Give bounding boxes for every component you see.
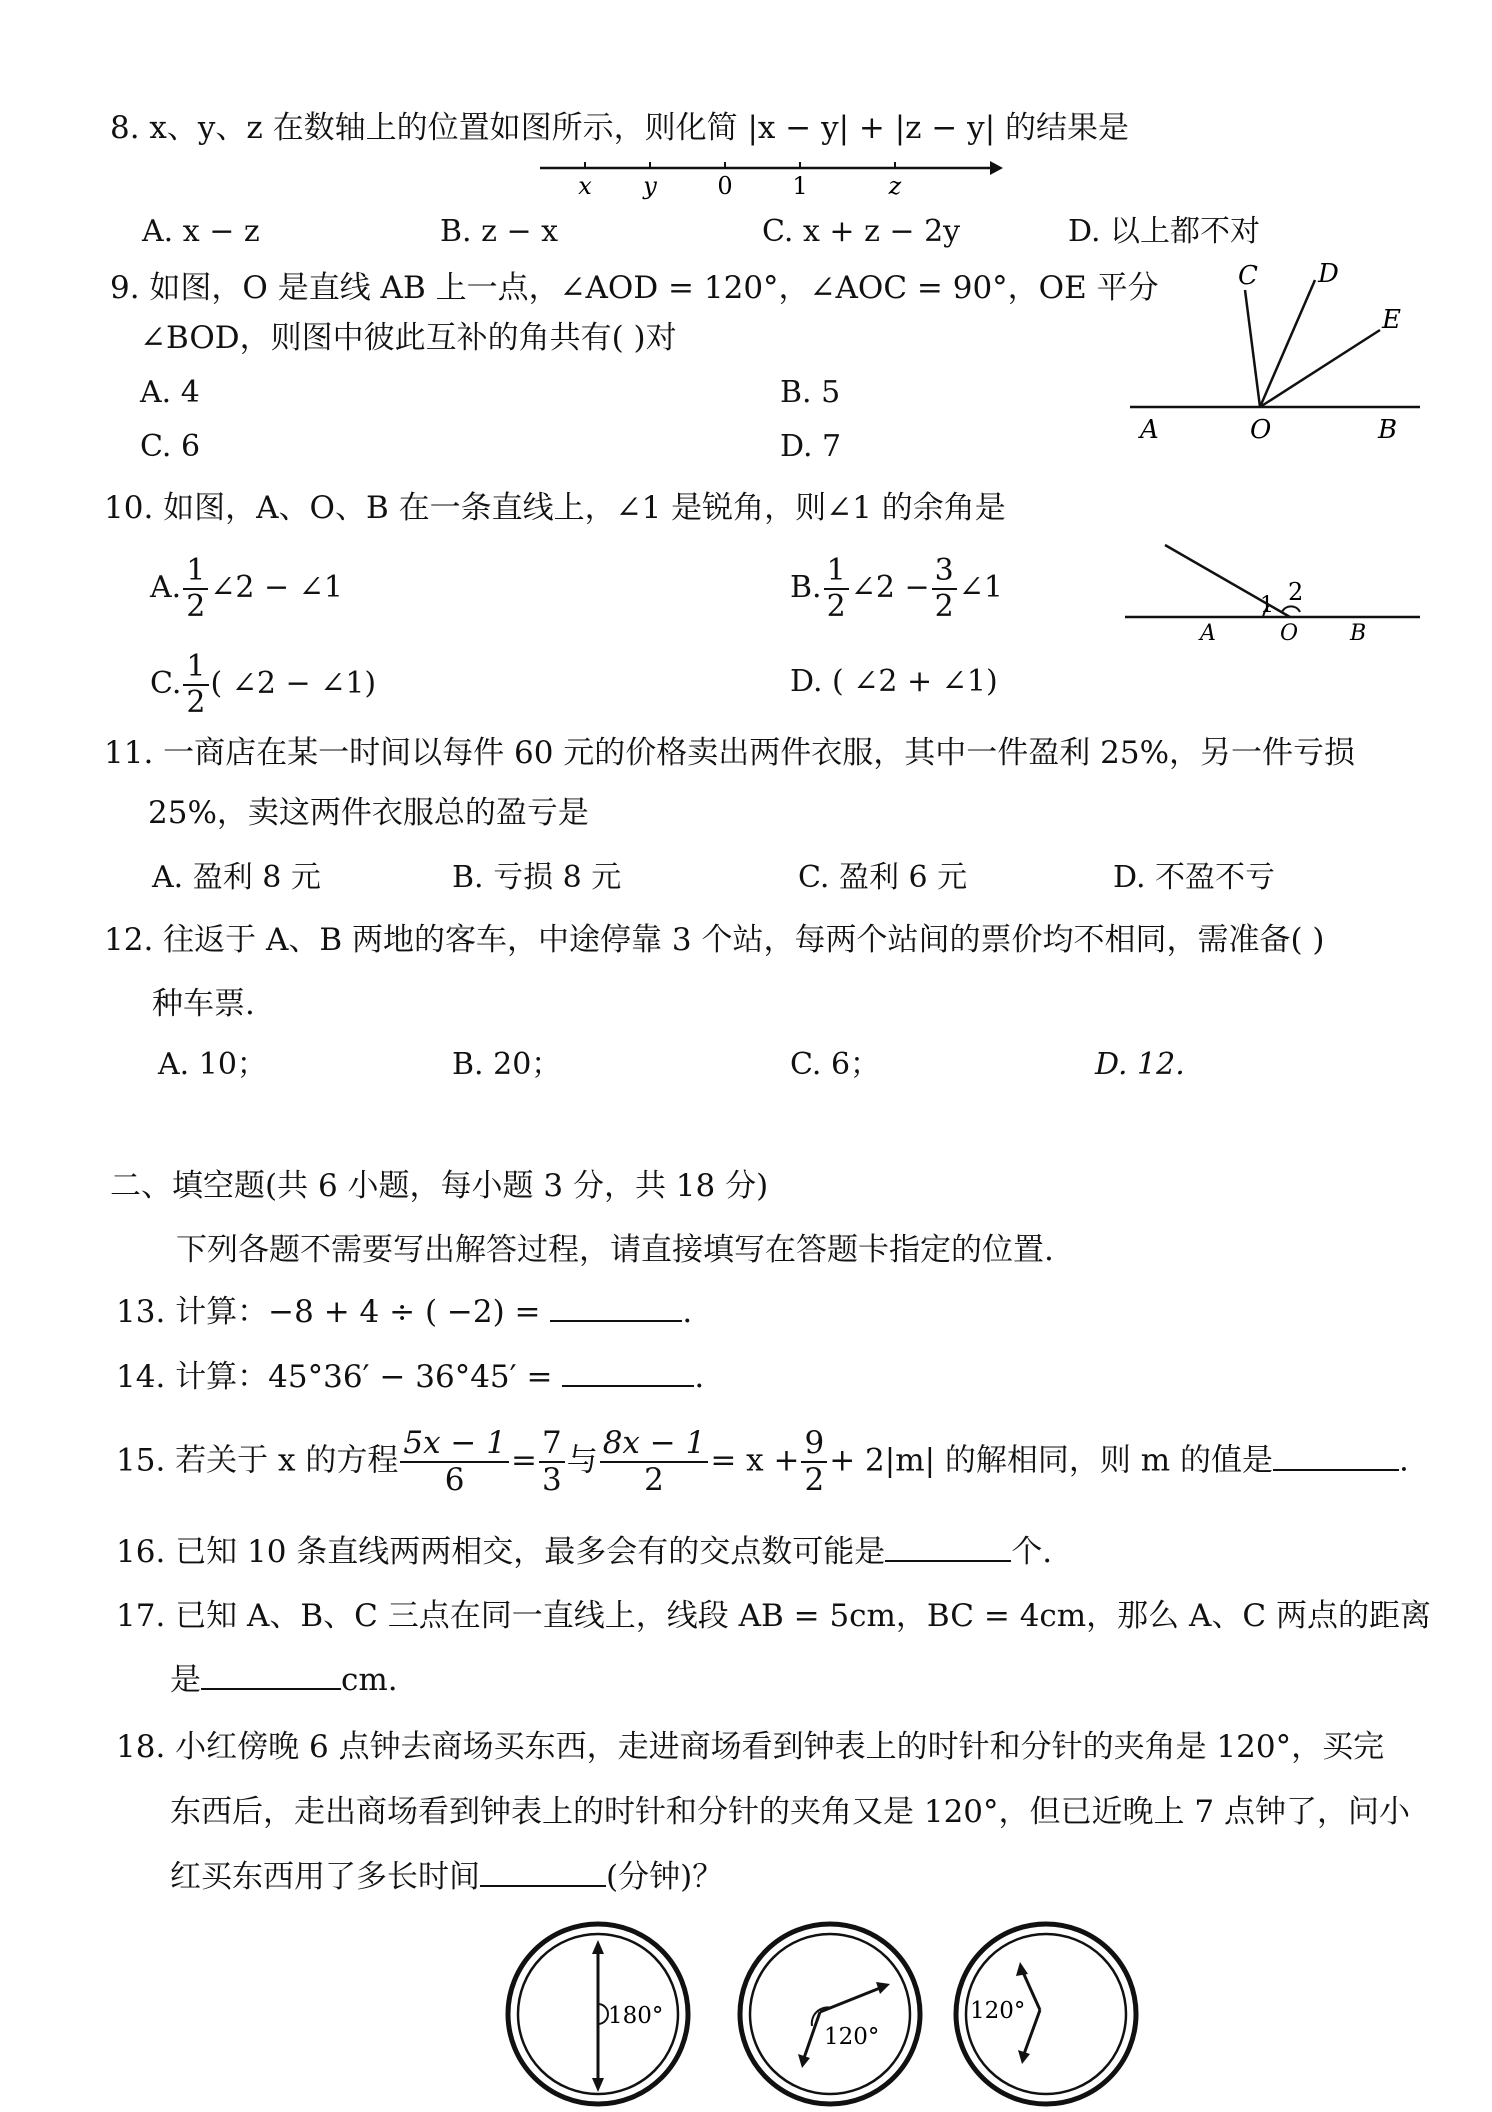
q8-number-line (535, 150, 1005, 200)
clock-180 (500, 1918, 700, 2108)
clock-120-b (948, 1918, 1148, 2108)
q13-answer-blank[interactable] (550, 1320, 682, 1322)
axis-label-y: y (643, 172, 657, 200)
q8-stem: 8. x、y、z 在数轴上的位置如图所示，则化简 |x − y| + |z − y| 的结果是 (110, 110, 1129, 146)
q9-option-a: A. 4 (140, 375, 200, 410)
q9-angle-figure (1120, 260, 1440, 450)
q15: 15. 若关于 x 的方程 $\frac{5x - 1}{6}$ = $\frac{7}{3}$ 与 $\frac{8x - 1}{2}$ = x + $\frac{9}{2}$ + 2|m| 的解相同，则 m 的值是 . (116, 1425, 1409, 1498)
label-d: D (1318, 260, 1339, 289)
q8-option-c: C. x + z − 2y (762, 214, 961, 249)
q9-stem-line1: 9. 如图，O 是直线 AB 上一点，∠AOD = 120°，∠AOC = 90°，OE 平分 (110, 270, 1159, 306)
label-o: O (1250, 415, 1272, 445)
label-e: E (1382, 305, 1401, 335)
q18-line1: 18. 小红傍晚 6 点钟去商场买东西，走进商场看到钟表上的时针和分针的夹角是 120°，买完 (116, 1729, 1385, 1765)
q16-answer-blank[interactable] (885, 1560, 1011, 1562)
axis-label-0: 0 (717, 172, 733, 200)
q11-option-d: D. 不盈不亏 (1113, 860, 1276, 895)
label-c: C (1238, 261, 1258, 291)
q10-angle-figure (1120, 540, 1440, 650)
label-angle-2: 2 (1288, 578, 1304, 606)
clock-120-a (732, 1918, 932, 2108)
q14: 14. 计算：45°36′ − 36°45′ = . (116, 1359, 705, 1395)
q18-answer-blank[interactable] (480, 1885, 606, 1887)
q14-answer-blank[interactable] (562, 1385, 694, 1387)
clock-180-label: 180° (608, 2003, 664, 2029)
q12-option-d: D. 12. (1095, 1047, 1185, 1082)
q11-option-c: C. 盈利 6 元 (798, 860, 968, 895)
q17-answer-blank[interactable] (201, 1688, 341, 1690)
q11-option-a: A. 盈利 8 元 (152, 860, 321, 895)
q17-line2: 是 cm. (170, 1662, 398, 1698)
label-a: A (1200, 621, 1216, 646)
q17-line1: 17. 已知 A、B、C 三点在同一直线上，线段 AB = 5cm，BC = 4cm，那么 A、C 两点的距离 (116, 1598, 1431, 1634)
q8-option-b: B. z − x (440, 214, 559, 249)
q12-line1: 12. 往返于 A、B 两地的客车，中途停靠 3 个站，每两个站间的票价均不相同，需准备( ) (104, 922, 1325, 958)
q10-option-c: C. $\frac{1}{2}$ ( ∠2 − ∠1) (150, 649, 377, 720)
label-b: B (1350, 621, 1367, 646)
q9-option-d: D. 7 (780, 429, 842, 464)
clock-120-b-label: 120° (970, 1998, 1026, 2024)
label-b: B (1378, 415, 1398, 445)
q18-line2: 东西后，走出商场看到钟表上的时针和分针的夹角又是 120°，但已近晚上 7 点钟了，问小 (170, 1794, 1410, 1830)
axis-label-z: z (888, 172, 902, 200)
label-a: A (1140, 415, 1159, 445)
q10-option-d: D. ( ∠2 + ∠1) (790, 664, 998, 699)
clock-120-a-label: 120° (824, 2024, 880, 2050)
q11-line1: 11. 一商店在某一时间以每件 60 元的价格卖出两件衣服，其中一件盈利 25%，另一件亏损 (104, 735, 1356, 771)
q12-option-c: C. 6； (790, 1047, 881, 1082)
label-angle-1: 1 (1260, 593, 1274, 618)
q12-option-a: A. 10； (158, 1047, 267, 1082)
q12-line2: 种车票. (152, 986, 255, 1022)
q10-option-b: B. $\frac{1}{2}$ ∠2 − $\frac{3}{2}$ ∠1 (790, 553, 1003, 624)
q13: 13. 计算：−8 + 4 ÷ ( −2) = . (116, 1294, 693, 1330)
q15-answer-blank[interactable] (1273, 1469, 1399, 1471)
q11-option-b: B. 亏损 8 元 (452, 860, 622, 895)
q10-stem: 10. 如图，A、O、B 在一条直线上，∠1 是锐角，则∠1 的余角是 (104, 490, 1006, 526)
q9-stem-line2: ∠BOD，则图中彼此互补的角共有( )对 (140, 320, 677, 356)
q16: 16. 已知 10 条直线两两相交，最多会有的交点数可能是 个. (116, 1534, 1053, 1570)
section2-instruction: 下列各题不需要写出解答过程，请直接填写在答题卡指定的位置. (176, 1232, 1054, 1268)
q8-option-a: A. x − z (142, 214, 260, 249)
q9-option-c: C. 6 (140, 429, 201, 464)
q10-option-a: A. $\frac{1}{2}$ ∠2 − ∠1 (150, 553, 343, 624)
axis-label-x: x (578, 172, 592, 200)
q9-option-b: B. 5 (780, 375, 841, 410)
axis-label-1: 1 (792, 172, 808, 200)
section2-title: 二、填空题(共 6 小题，每小题 3 分，共 18 分) (110, 1168, 769, 1204)
q8-option-d: D. 以上都不对 (1068, 214, 1261, 249)
q12-option-b: B. 20； (452, 1047, 562, 1082)
label-o: O (1280, 621, 1299, 646)
q11-line2: 25%，卖这两件衣服总的盈亏是 (148, 795, 589, 831)
q18-line3: 红买东西用了多长时间 (分钟)？ (170, 1859, 724, 1895)
